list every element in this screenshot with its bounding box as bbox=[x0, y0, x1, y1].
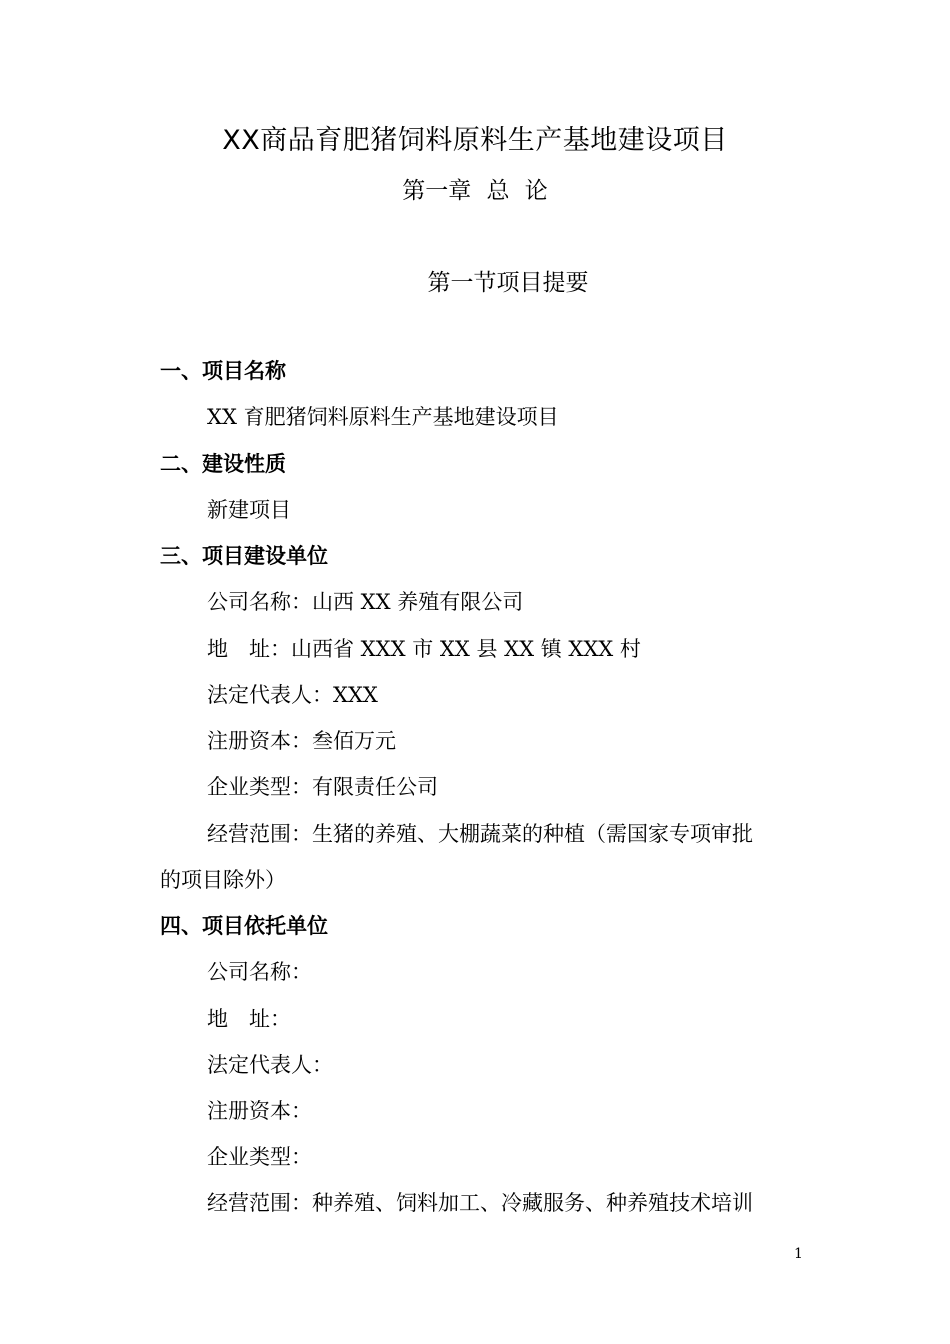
heading-construction-unit: 三、项目建设单位 bbox=[160, 544, 328, 568]
supporting-unit-company-name: 公司名称： bbox=[207, 960, 312, 984]
heading-supporting-unit: 四、项目依托单位 bbox=[160, 914, 328, 938]
construction-unit-company-name: 公司名称：山西 XX 养殖有限公司 bbox=[207, 590, 524, 614]
construction-unit-scope-line-2: 的项目除外） bbox=[160, 868, 286, 892]
chapter-title: 第一章 总 论 bbox=[402, 178, 548, 204]
supporting-unit-address: 地 址： bbox=[207, 1007, 291, 1031]
construction-nature-value: 新建项目 bbox=[207, 498, 291, 522]
construction-unit-address: 地 址：山西省 XXX 市 XX 县 XX 镇 XXX 村 bbox=[207, 637, 641, 661]
construction-unit-legal-rep: 法定代表人：XXX bbox=[207, 683, 378, 707]
supporting-unit-scope: 经营范围：种养殖、饲料加工、冷藏服务、种养殖技术培训 bbox=[207, 1191, 753, 1215]
construction-unit-company-type: 企业类型：有限责任公司 bbox=[207, 775, 438, 799]
construction-unit-capital: 注册资本：叁佰万元 bbox=[207, 729, 396, 753]
project-name-value: XX 育肥猪饲料原料生产基地建设项目 bbox=[207, 405, 559, 429]
construction-unit-scope-line-1: 经营范围：生猪的养殖、大棚蔬菜的种植（需国家专项审批 bbox=[207, 822, 753, 846]
heading-project-name: 一、项目名称 bbox=[160, 359, 286, 383]
heading-construction-nature: 二、建设性质 bbox=[160, 452, 286, 476]
document-title: XX商品育肥猪饲料原料生产基地建设项目 bbox=[222, 125, 728, 156]
section-title: 第一节项目提要 bbox=[427, 270, 589, 296]
supporting-unit-capital: 注册资本： bbox=[207, 1099, 312, 1123]
page-number: 1 bbox=[794, 1246, 803, 1262]
supporting-unit-legal-rep: 法定代表人： bbox=[207, 1053, 333, 1077]
supporting-unit-company-type: 企业类型： bbox=[207, 1145, 312, 1169]
